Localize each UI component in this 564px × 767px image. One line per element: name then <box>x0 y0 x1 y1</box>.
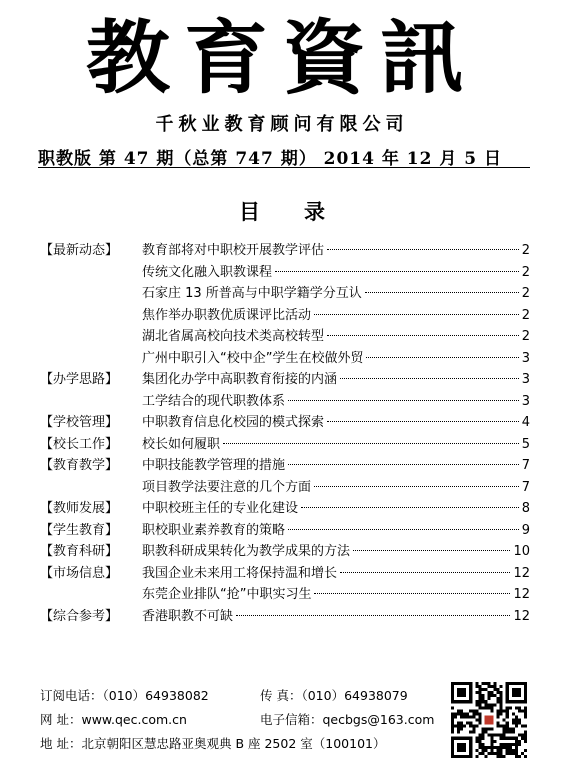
dot-leader <box>314 314 519 315</box>
toc-entry[interactable] <box>142 326 530 348</box>
toc-entry[interactable] <box>142 520 530 542</box>
toc-entry-title[interactable]: 广州中职引入“校中企”学生在校做外贸 <box>142 350 364 366</box>
toc-row[interactable] <box>40 262 530 284</box>
toc-category: 【最新动态】 <box>40 243 119 258</box>
dot-leader <box>223 443 519 444</box>
publisher-name: 千秋业教育顾问有限公司 <box>155 114 409 135</box>
toc-row[interactable] <box>40 477 530 499</box>
toc-entry[interactable] <box>142 455 530 477</box>
dot-leader <box>275 271 519 272</box>
toc-category: 【学生教育】 <box>40 522 119 538</box>
toc-entry[interactable] <box>142 348 530 370</box>
toc-page-number: 2 <box>521 264 530 280</box>
toc-page-number: 4 <box>521 415 530 430</box>
toc-entry-title[interactable]: 集团化办学中高职教育衔接的内涵 <box>142 372 338 387</box>
toc-category: 【教育科研】 <box>40 544 119 559</box>
toc-entry[interactable] <box>142 477 530 499</box>
toc-row[interactable] <box>40 606 530 628</box>
toc-row[interactable] <box>40 326 530 348</box>
dot-leader <box>236 615 510 616</box>
issue-line: 职教版 第 47 期（总第 747 期） 2014 年 12 月 5 日 <box>38 149 503 169</box>
toc-entry-title[interactable]: 中职教育信息化校园的模式探索 <box>142 415 325 430</box>
toc-entry[interactable] <box>142 369 530 391</box>
toc-page-number: 8 <box>521 501 530 516</box>
toc-page-number: 9 <box>521 522 530 538</box>
address: 地 址：北京朝阳区慧忠路亚奥观典 B 座 2502 室（100101） <box>40 736 386 751</box>
toc-entry[interactable] <box>142 541 530 563</box>
toc-entry[interactable] <box>142 563 530 585</box>
dot-leader <box>340 572 510 573</box>
toc-entry-title[interactable]: 焦作举办职教优质课评比活动 <box>142 307 312 323</box>
toc-entry[interactable] <box>142 305 530 327</box>
toc-entry[interactable] <box>142 606 530 628</box>
toc-page-number: 10 <box>513 544 530 559</box>
header-divider <box>38 167 530 168</box>
toc-row[interactable] <box>40 455 530 477</box>
dot-leader <box>327 249 519 250</box>
toc-entry[interactable] <box>142 498 530 520</box>
toc-category: 【学校管理】 <box>40 415 119 430</box>
toc-row[interactable] <box>40 348 530 370</box>
toc-entry-title[interactable]: 我国企业未来用工将保持温和增长 <box>142 565 338 581</box>
toc-entry-title[interactable]: 职教科研成果转化为教学成果的方法 <box>142 544 351 559</box>
toc-page-number: 12 <box>513 608 530 624</box>
toc-row[interactable] <box>40 563 530 585</box>
dot-leader <box>314 593 510 594</box>
toc-entry-title[interactable]: 东莞企业排队“抢”中职实习生 <box>142 587 312 602</box>
toc-entry[interactable] <box>142 262 530 284</box>
toc-page-number: 2 <box>521 243 530 258</box>
toc-page-number: 5 <box>521 436 530 452</box>
toc-row[interactable] <box>40 412 530 434</box>
dot-leader <box>314 486 519 487</box>
toc-entry-title[interactable]: 传统文化融入职教课程 <box>142 264 273 280</box>
toc-category: 【市场信息】 <box>40 565 119 581</box>
dot-leader <box>366 357 518 358</box>
toc-entry[interactable] <box>142 283 530 305</box>
toc-row[interactable] <box>40 520 530 542</box>
toc-page-number: 2 <box>521 307 530 323</box>
toc-entry[interactable] <box>142 412 530 434</box>
toc-row[interactable] <box>40 498 530 520</box>
toc-row[interactable] <box>40 434 530 456</box>
website[interactable]: 网 址：www.qec.com.cn <box>40 712 187 727</box>
toc-entry-title[interactable]: 石家庄 13 所普高与中职学籍学分互认 <box>142 286 362 301</box>
toc-page-number: 3 <box>521 372 530 387</box>
toc-category: 【教师发展】 <box>40 501 119 516</box>
toc-page-number: 2 <box>521 329 530 344</box>
qr-code-icon <box>451 682 527 758</box>
toc-row[interactable] <box>40 240 530 262</box>
email[interactable]: 电子信箱：qecbgs@163.com <box>260 712 435 727</box>
toc-row[interactable] <box>40 584 530 606</box>
masthead-title: 教育資訊 <box>85 10 478 105</box>
toc-page-number: 3 <box>521 393 530 409</box>
dot-leader <box>340 378 519 379</box>
toc-page-number: 2 <box>521 286 530 301</box>
subscribe-phone: 订阅电话：（010）64938082 <box>40 688 209 703</box>
dot-leader <box>353 550 510 551</box>
toc-row[interactable] <box>40 541 530 563</box>
dot-leader <box>327 421 519 422</box>
toc-entry-title[interactable]: 香港职教不可缺 <box>142 608 234 624</box>
toc-row[interactable] <box>40 369 530 391</box>
dot-leader <box>288 464 519 465</box>
toc-row[interactable] <box>40 283 530 305</box>
toc-entry-title[interactable]: 工学结合的现代职教体系 <box>142 393 286 409</box>
toc-entry[interactable] <box>142 391 530 413</box>
toc-page-number: 7 <box>521 458 530 473</box>
toc-page-number: 7 <box>521 479 530 495</box>
toc-entry-title[interactable]: 职校职业素养教育的策略 <box>142 522 286 538</box>
dot-leader <box>288 400 519 401</box>
toc-entry-title[interactable]: 中职校班主任的专业化建设 <box>142 501 299 516</box>
dot-leader <box>327 335 519 336</box>
toc-category: 【教育教学】 <box>40 458 119 473</box>
toc-entry-title[interactable]: 湖北省属高校向技术类高校转型 <box>142 329 325 344</box>
toc-entry-title[interactable]: 教育部将对中职校开展教学评估 <box>142 243 325 258</box>
dot-leader <box>288 529 519 530</box>
dot-leader <box>365 292 519 293</box>
toc-row[interactable] <box>40 391 530 413</box>
toc-category: 【办学思路】 <box>40 372 119 387</box>
toc-entry-title[interactable]: 校长如何履职 <box>142 436 221 452</box>
toc-title: 目录 <box>239 200 369 224</box>
toc-category: 【综合参考】 <box>40 608 119 624</box>
toc-entry-title[interactable]: 中职技能教学管理的措施 <box>142 458 286 473</box>
toc-page-number: 12 <box>513 565 530 581</box>
toc-entry[interactable] <box>142 584 530 606</box>
dot-leader <box>301 507 519 508</box>
toc-entry[interactable] <box>142 240 530 262</box>
toc-page-number: 12 <box>513 587 530 602</box>
toc-row[interactable] <box>40 305 530 327</box>
toc-entry[interactable] <box>142 434 530 456</box>
toc-category: 【校长工作】 <box>40 436 119 452</box>
fax-number: 传 真：（010）64938079 <box>260 688 408 703</box>
contact-info <box>40 684 460 756</box>
toc-entry-title[interactable]: 项目教学法要注意的几个方面 <box>142 479 312 495</box>
toc-page-number: 3 <box>521 350 530 366</box>
table-of-contents <box>40 240 530 627</box>
